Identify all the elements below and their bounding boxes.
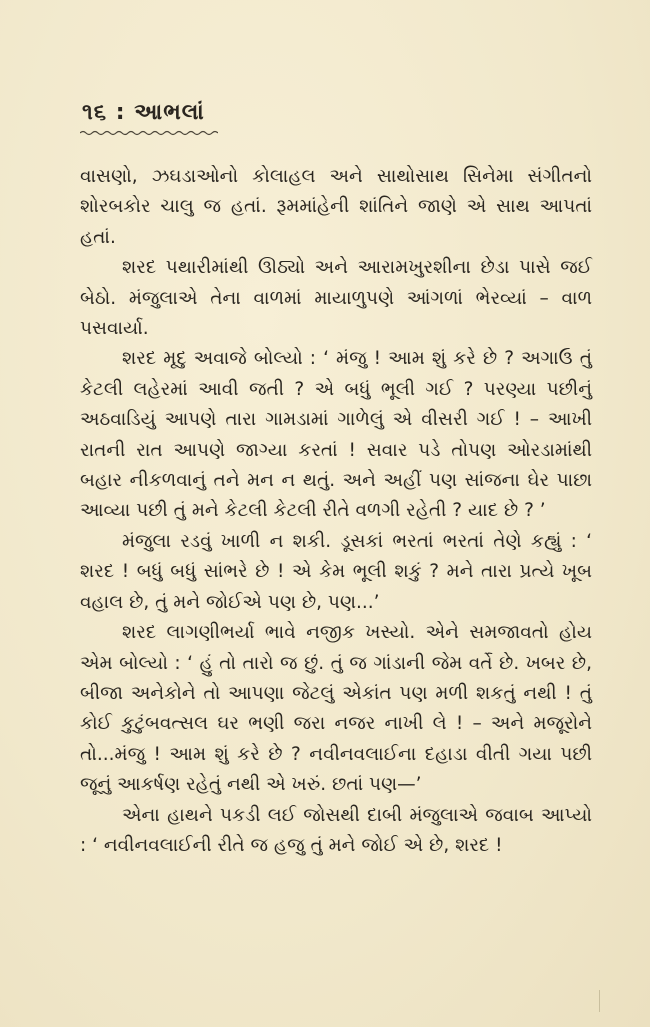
chapter-header: ૧૬ : આભલાં <box>82 100 205 125</box>
paragraph: શરદ મૃદુ અવાજે બોલ્યો : ‘ મંજુ ! આમ શું કરે છે ? અગાઉ તું કેટલી લહેરમાં આવી જતી ? એ બધું ભૂલી ગઈ ? પરણ્યા પછીનું અઠવાડિયું આપણે તારા ગામડામાં ગાળેલું એ વીસરી ગઈ ! – આખી રાતની રાત આપણે જાગ્યા કરતાં ! સવાર પડે તોપણ ઓરડામાંથી બહાર નીકળવાનું તને મન ન થતું. અને અહીં પણ સાંજના ઘેર પાછા આવ્યા પછી તું મને કેટલી કેટલી રીતે વળગી રહેતી ? યાદ છે ? ’ <box>80 348 592 522</box>
paragraph: એના હાથને પકડી લઈ જોસથી દાબી મંજુલાએ જવાબ આપ્યો : ‘ નવીનવલાઈની રીતે જ હજુ તું મને જોઈ એ છે, શરદ ! <box>80 804 592 856</box>
margin-mark <box>599 990 600 1012</box>
body-text <box>80 162 592 861</box>
paragraph: શરદ પથારીમાંથી ઊઠ્યો અને આરામખુરશીના છેડા પાસે જઈ બેઠો. મંજુલાએ તેના વાળમાં માયાળુપણે આંગળાં ભેરવ્યાં – વાળ પસવાર્યા. <box>80 257 592 340</box>
paragraph: વાસણો, ઝઘડાઓનો કોલાહલ અને સાથોસાથ સિનેમા સંગીતનો શોરબકોર ચાલુ જ હતાં. રૂમમાંહેની શાંતિને જાણે એ સાથ આપતાં હતાં. <box>80 166 592 248</box>
header-wavy-rule <box>80 130 218 136</box>
paragraph: મંજુલા રડવું ખાળી ન શકી. ડૂસકાં ભરતાં ભરતાં તેણે કહ્યું : ‘ શરદ ! બધું બધું સાંભરે છે ! એ કેમ ભૂલી શકું ? મને તારા પ્રત્યે ખૂબ વહાલ છે, તું મને જોઈએ પણ છે, પણ...’ <box>80 530 592 613</box>
paragraph: શરદ લાગણીભર્યા ભાવે નજીક ખસ્યો. એને સમજાવતો હોય એમ બોલ્યો : ‘ હું તો તારો જ છું. તું જ ગાંડાની જેમ વર્તે છે. ખબર છે, બીજા અનેકોને તો આપણા જેટલું એકાંત પણ મળી શકતું નથી ! તું કોઈ કુટુંબવત્સલ ઘર ભણી જરા નજર નાખી લે ! – અને મજૂરોને તો...મંજુ ! આમ શું કરે છે ? નવીનવલાઈના દહાડા વીતી ગયા પછી જૂનું આકર્ષણ રહેતું નથી એ ખરું. છતાં પણ—’ <box>80 622 592 796</box>
